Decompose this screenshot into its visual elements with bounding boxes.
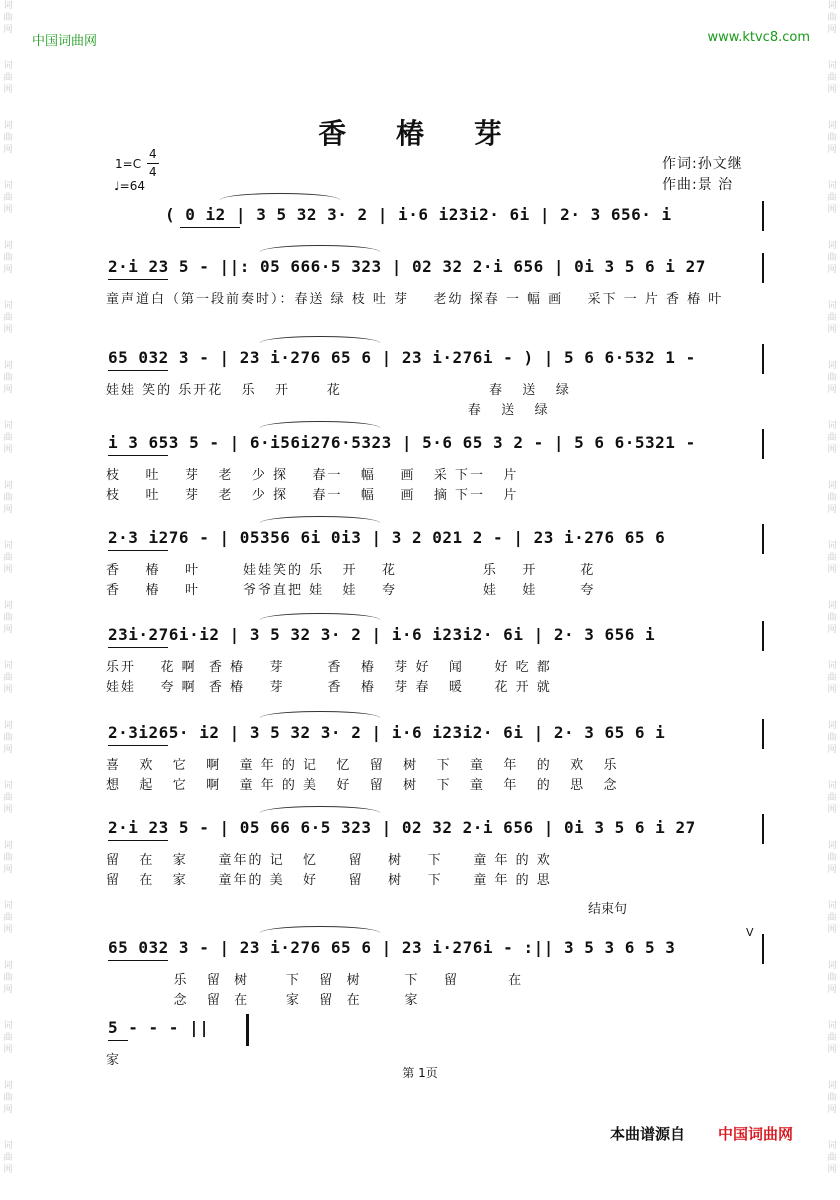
notation-line: 2·i 23 5 - | 05 66 6·5 323 | 02 32 2·i 656 | 0i 3 5 6 i 27 <box>108 818 696 837</box>
lyric-line-2: 留 在 家 童年的 美 好 留 树 下 童 年 的 思 <box>106 873 552 888</box>
coda-label: 结束句 <box>588 902 628 917</box>
watermark-char: 曲 <box>3 973 13 983</box>
watermark-char: 曲 <box>827 553 837 563</box>
watermark-char: 网 <box>827 445 837 455</box>
watermark-char: 网 <box>827 625 837 635</box>
watermark-char: 曲 <box>827 733 837 743</box>
system-end-barline <box>762 201 764 231</box>
notation-line: 5 - - - || <box>108 1018 210 1037</box>
notation-line: 65 032 3 - | 23 i·276 65 6 | 23 i·276i - :|| 3 5 3 6 5 3 <box>108 938 676 957</box>
watermark-char: 曲 <box>3 553 13 563</box>
watermark-char: 词 <box>3 781 13 791</box>
notation-line: ( 0 i2 | 3 5 32 3· 2 | i·6 i23i2· 6i | 2· 3 656· i <box>165 205 672 224</box>
watermark-char: 网 <box>827 25 837 35</box>
watermark-char: 词 <box>827 1141 837 1151</box>
beam-line <box>108 840 168 841</box>
watermark-char: 词 <box>3 301 13 311</box>
watermark-char: 曲 <box>3 913 13 923</box>
watermark-char: 词 <box>827 1021 837 1031</box>
lyric-line-1: 乐 留 树 下 留 树 下 留 在 <box>106 973 524 988</box>
watermark-char: 网 <box>827 985 837 995</box>
watermark-char: 词 <box>827 121 837 131</box>
source-label: 本曲谱源自 <box>610 1125 686 1143</box>
watermark-char: 网 <box>827 925 837 935</box>
watermark-char: 曲 <box>3 1093 13 1103</box>
watermark-char: 词 <box>827 721 837 731</box>
watermark-gap <box>826 1176 838 1200</box>
slur-mark <box>260 926 380 933</box>
watermark-gap <box>826 396 838 420</box>
breath-mark: V <box>746 926 754 939</box>
lyric-line-2: 娃娃 夸 啊 香 椿 芽 香 椿 芽 春 暖 花 开 就 <box>106 680 552 695</box>
watermark-char: 词 <box>827 421 837 431</box>
watermark-char: 网 <box>827 325 837 335</box>
watermark-char: 曲 <box>3 1033 13 1043</box>
watermark-char: 曲 <box>3 733 13 743</box>
notation-line: 2·3 i276 - | 05356 6i 0i3 | 3 2 021 2 - | 23 i·276 65 6 <box>108 528 666 547</box>
time-signature-bar <box>147 163 159 164</box>
watermark-gap <box>2 936 14 960</box>
system-end-barline <box>762 253 764 283</box>
watermark-gap <box>826 336 838 360</box>
page-number: 第 1页 <box>402 1066 438 1080</box>
beam-line <box>108 745 168 746</box>
watermark-gap <box>826 516 838 540</box>
slur-mark <box>260 336 380 343</box>
watermark-gap <box>826 576 838 600</box>
watermark-char: 词 <box>827 481 837 491</box>
watermark-char: 网 <box>827 265 837 275</box>
watermark-char: 网 <box>827 865 837 875</box>
watermark-char: 曲 <box>3 613 13 623</box>
watermark-gap <box>2 1176 14 1200</box>
lyric-line-2: 想 起 它 啊 童 年 的 美 好 留 树 下 童 年 的 思 念 <box>106 778 619 793</box>
watermark-char: 词 <box>827 1 837 11</box>
watermark-char: 词 <box>827 541 837 551</box>
lyric-line-1: 留 在 家 童年的 记 忆 留 树 下 童 年 的 欢 <box>106 853 552 868</box>
watermark-char: 词 <box>3 1 13 11</box>
watermark-char: 网 <box>3 685 13 695</box>
watermark-char: 词 <box>827 661 837 671</box>
watermark-char: 词 <box>827 241 837 251</box>
watermark-char: 网 <box>827 565 837 575</box>
watermark-gap <box>2 576 14 600</box>
watermark-gap <box>826 996 838 1020</box>
lyric-line-2: 香 椿 叶 爷爷直把 娃 娃 夸 娃 娃 夸 <box>106 583 596 598</box>
lyric-line-1: 乐开 花 啊 香 椿 芽 香 椿 芽 好 闻 好 吃 都 <box>106 660 552 675</box>
beam-line <box>108 1040 128 1041</box>
watermark-char: 词 <box>827 601 837 611</box>
watermark-gap <box>826 456 838 480</box>
watermark-char: 网 <box>3 445 13 455</box>
watermark-char: 曲 <box>827 373 837 383</box>
watermark-gap <box>826 1116 838 1140</box>
watermark-char: 网 <box>3 385 13 395</box>
right-watermark-column <box>826 0 838 1175</box>
watermark-char: 曲 <box>827 433 837 443</box>
watermark-char: 词 <box>827 781 837 791</box>
watermark-char: 曲 <box>827 913 837 923</box>
watermark-char: 词 <box>3 1081 13 1091</box>
watermark-char: 网 <box>3 265 13 275</box>
slur-mark <box>260 516 380 523</box>
time-signature-bottom: 4 <box>149 165 157 179</box>
watermark-char: 网 <box>3 805 13 815</box>
watermark-char: 曲 <box>827 73 837 83</box>
watermark-char: 曲 <box>827 313 837 323</box>
watermark-gap <box>2 636 14 660</box>
watermark-gap <box>2 516 14 540</box>
system-end-barline <box>762 524 764 554</box>
score-title: 香 椿 芽 <box>318 117 522 150</box>
watermark-gap <box>826 636 838 660</box>
beam-line <box>180 227 240 228</box>
system-end-barline <box>762 934 764 964</box>
system-end-barline <box>762 429 764 459</box>
watermark-char: 网 <box>827 685 837 695</box>
watermark-gap <box>2 696 14 720</box>
watermark-char: 词 <box>3 721 13 731</box>
watermark-char: 网 <box>3 145 13 155</box>
watermark-char: 词 <box>3 541 13 551</box>
watermark-gap <box>2 276 14 300</box>
watermark-gap <box>826 696 838 720</box>
watermark-gap <box>2 876 14 900</box>
watermark-char: 曲 <box>3 13 13 23</box>
lyric-line-1: 童声道白（第一段前奏时）：春送 绿 枝 吐 芽 老幼 探春 一 幅 画 采下 一 片 香 椿 叶 <box>106 292 724 307</box>
watermark-char: 网 <box>827 805 837 815</box>
watermark-char: 曲 <box>827 853 837 863</box>
watermark-gap <box>2 456 14 480</box>
watermark-gap <box>826 216 838 240</box>
watermark-char: 词 <box>827 361 837 371</box>
watermark-char: 词 <box>3 361 13 371</box>
watermark-char: 曲 <box>827 133 837 143</box>
watermark-char: 曲 <box>827 13 837 23</box>
watermark-gap <box>826 876 838 900</box>
site-name-left[interactable]: 中国词曲网 <box>32 34 98 49</box>
slur-mark <box>260 711 380 718</box>
notation-line: 2·i 23 5 - ||: 05 666·5 323 | 02 32 2·i 656 | 0i 3 5 6 i 27 <box>108 257 706 276</box>
notation-line: 23i·276i·i2 | 3 5 32 3· 2 | i·6 i23i2· 6i | 2· 3 656 i <box>108 625 656 644</box>
watermark-char: 词 <box>827 301 837 311</box>
system-end-barline <box>762 621 764 651</box>
system-end-barline <box>762 814 764 844</box>
watermark-gap <box>826 936 838 960</box>
beam-line <box>108 550 168 551</box>
watermark-gap <box>2 216 14 240</box>
watermark-char: 网 <box>3 325 13 335</box>
watermark-char: 曲 <box>3 193 13 203</box>
watermark-gap <box>826 816 838 840</box>
watermark-gap <box>826 36 838 60</box>
watermark-char: 网 <box>827 1105 837 1115</box>
lyricist-credit: 作词:孙文继 <box>662 156 743 172</box>
composer-credit: 作曲:景 治 <box>662 177 734 193</box>
beam-line <box>108 370 168 371</box>
watermark-char: 曲 <box>827 1033 837 1043</box>
time-signature-top: 4 <box>149 147 157 161</box>
watermark-gap <box>2 996 14 1020</box>
watermark-char: 曲 <box>827 673 837 683</box>
watermark-char: 词 <box>827 841 837 851</box>
watermark-char: 网 <box>827 205 837 215</box>
watermark-char: 曲 <box>827 1153 837 1163</box>
lyric-line-2: 枝 吐 芽 老 少 探 春一 幅 画 摘 下一 片 <box>106 488 519 503</box>
watermark-char: 曲 <box>3 853 13 863</box>
watermark-gap <box>2 396 14 420</box>
watermark-char: 曲 <box>3 673 13 683</box>
watermark-char: 网 <box>3 205 13 215</box>
watermark-gap <box>826 276 838 300</box>
watermark-char: 词 <box>827 61 837 71</box>
watermark-gap <box>2 336 14 360</box>
beam-line <box>108 960 168 961</box>
watermark-gap <box>2 36 14 60</box>
slur-mark <box>260 245 380 252</box>
watermark-char: 词 <box>827 181 837 191</box>
lyric-line-2: 春 送 绿 <box>106 403 550 418</box>
watermark-char: 曲 <box>827 973 837 983</box>
watermark-char: 网 <box>3 625 13 635</box>
watermark-char: 词 <box>3 961 13 971</box>
watermark-char: 曲 <box>3 373 13 383</box>
watermark-char: 词 <box>3 841 13 851</box>
watermark-char: 网 <box>827 385 837 395</box>
watermark-char: 词 <box>827 1081 837 1091</box>
slur-mark <box>260 806 380 813</box>
watermark-char: 网 <box>3 565 13 575</box>
watermark-char: 网 <box>3 865 13 875</box>
watermark-char: 词 <box>3 481 13 491</box>
notation-line: 65 032 3 - | 23 i·276 65 6 | 23 i·276i - ) | 5 6 6·532 1 - <box>108 348 696 367</box>
watermark-char: 曲 <box>3 253 13 263</box>
beam-line <box>108 279 168 280</box>
watermark-char: 网 <box>3 985 13 995</box>
watermark-char: 网 <box>3 745 13 755</box>
watermark-gap <box>826 756 838 780</box>
watermark-gap <box>2 1116 14 1140</box>
tempo-marking: ♩=64 <box>114 179 145 193</box>
watermark-char: 网 <box>3 1045 13 1055</box>
watermark-char: 网 <box>3 85 13 95</box>
watermark-char: 网 <box>827 1045 837 1055</box>
watermark-char: 曲 <box>3 1153 13 1163</box>
beam-line <box>108 647 168 648</box>
key-signature: 1=C <box>115 157 142 171</box>
watermark-char: 曲 <box>827 793 837 803</box>
watermark-char: 网 <box>827 745 837 755</box>
watermark-char: 词 <box>3 661 13 671</box>
watermark-char: 网 <box>827 85 837 95</box>
watermark-gap <box>2 816 14 840</box>
watermark-char: 词 <box>3 901 13 911</box>
watermark-char: 词 <box>3 421 13 431</box>
site-url-right[interactable]: www.ktvc8.com <box>707 30 810 45</box>
watermark-char: 曲 <box>3 313 13 323</box>
watermark-char: 曲 <box>3 793 13 803</box>
watermark-char: 曲 <box>827 193 837 203</box>
watermark-char: 词 <box>3 61 13 71</box>
slur-mark <box>220 193 340 200</box>
left-watermark-column <box>2 0 14 1175</box>
lyric-line-1: 喜 欢 它 啊 童 年 的 记 忆 留 树 下 童 年 的 欢 乐 <box>106 758 619 773</box>
slur-mark <box>260 613 380 620</box>
watermark-char: 词 <box>3 121 13 131</box>
watermark-char: 曲 <box>3 73 13 83</box>
system-end-barline <box>762 344 764 374</box>
notation-line: i 3 653 5 - | 6·i56i276·5323 | 5·6 65 3 2 - | 5 6 6·5321 - <box>108 433 696 452</box>
watermark-char: 词 <box>3 1141 13 1151</box>
watermark-char: 网 <box>3 1165 13 1175</box>
watermark-char: 曲 <box>827 613 837 623</box>
watermark-char: 曲 <box>3 133 13 143</box>
lyric-line-1: 家 <box>106 1053 122 1068</box>
watermark-char: 网 <box>3 925 13 935</box>
watermark-char: 网 <box>3 1105 13 1115</box>
beam-line <box>108 455 168 456</box>
watermark-char: 曲 <box>827 493 837 503</box>
watermark-gap <box>2 156 14 180</box>
watermark-char: 词 <box>3 241 13 251</box>
source-site-link[interactable]: 中国词曲网 <box>718 1125 794 1143</box>
system-end-barline <box>762 719 764 749</box>
watermark-char: 曲 <box>827 1093 837 1103</box>
lyric-line-1: 香 椿 叶 娃娃笑的 乐 开 花 乐 开 花 <box>106 563 596 578</box>
watermark-char: 词 <box>3 1021 13 1031</box>
lyric-line-1: 枝 吐 芽 老 少 探 春一 幅 画 采 下一 片 <box>106 468 519 483</box>
slur-mark <box>260 421 380 428</box>
watermark-char: 曲 <box>3 433 13 443</box>
watermark-char: 网 <box>827 1165 837 1175</box>
watermark-char: 词 <box>3 181 13 191</box>
watermark-gap <box>826 156 838 180</box>
watermark-gap <box>2 756 14 780</box>
watermark-char: 曲 <box>3 493 13 503</box>
lyric-line-2: 念 留 在 家 留 在 家 <box>106 993 420 1008</box>
watermark-char: 网 <box>3 505 13 515</box>
watermark-char: 网 <box>827 505 837 515</box>
watermark-char: 词 <box>3 601 13 611</box>
watermark-char: 词 <box>827 901 837 911</box>
watermark-char: 曲 <box>827 253 837 263</box>
lyric-line-1: 娃娃 笑的 乐开花 乐 开 花 春 送 绿 <box>106 383 571 398</box>
final-barline <box>246 1014 249 1046</box>
notation-line: 2·3i265· i2 | 3 5 32 3· 2 | i·6 i23i2· 6i | 2· 3 65 6 i <box>108 723 666 742</box>
watermark-char: 网 <box>827 145 837 155</box>
watermark-char: 网 <box>3 25 13 35</box>
watermark-char: 词 <box>827 961 837 971</box>
